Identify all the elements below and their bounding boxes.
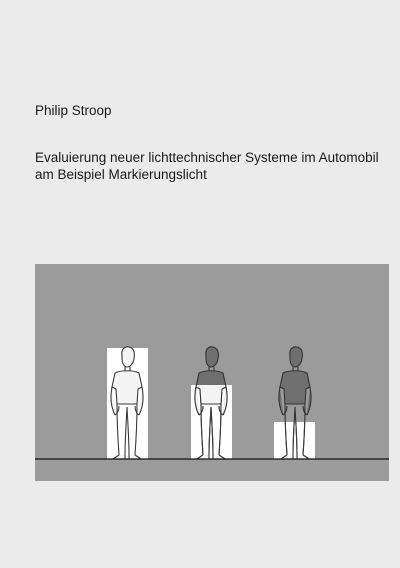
title-line-1: Evaluierung neuer lichttechnischer Systeme im Automobil xyxy=(35,150,379,165)
cover-illustration xyxy=(35,264,389,481)
pedestrian-illustration xyxy=(35,264,389,481)
book-title xyxy=(35,149,395,183)
title-line-2: am Beispiel Markierungslicht xyxy=(35,167,207,182)
author-name: Philip Stroop xyxy=(35,103,112,118)
highlight-box-low xyxy=(274,422,315,459)
